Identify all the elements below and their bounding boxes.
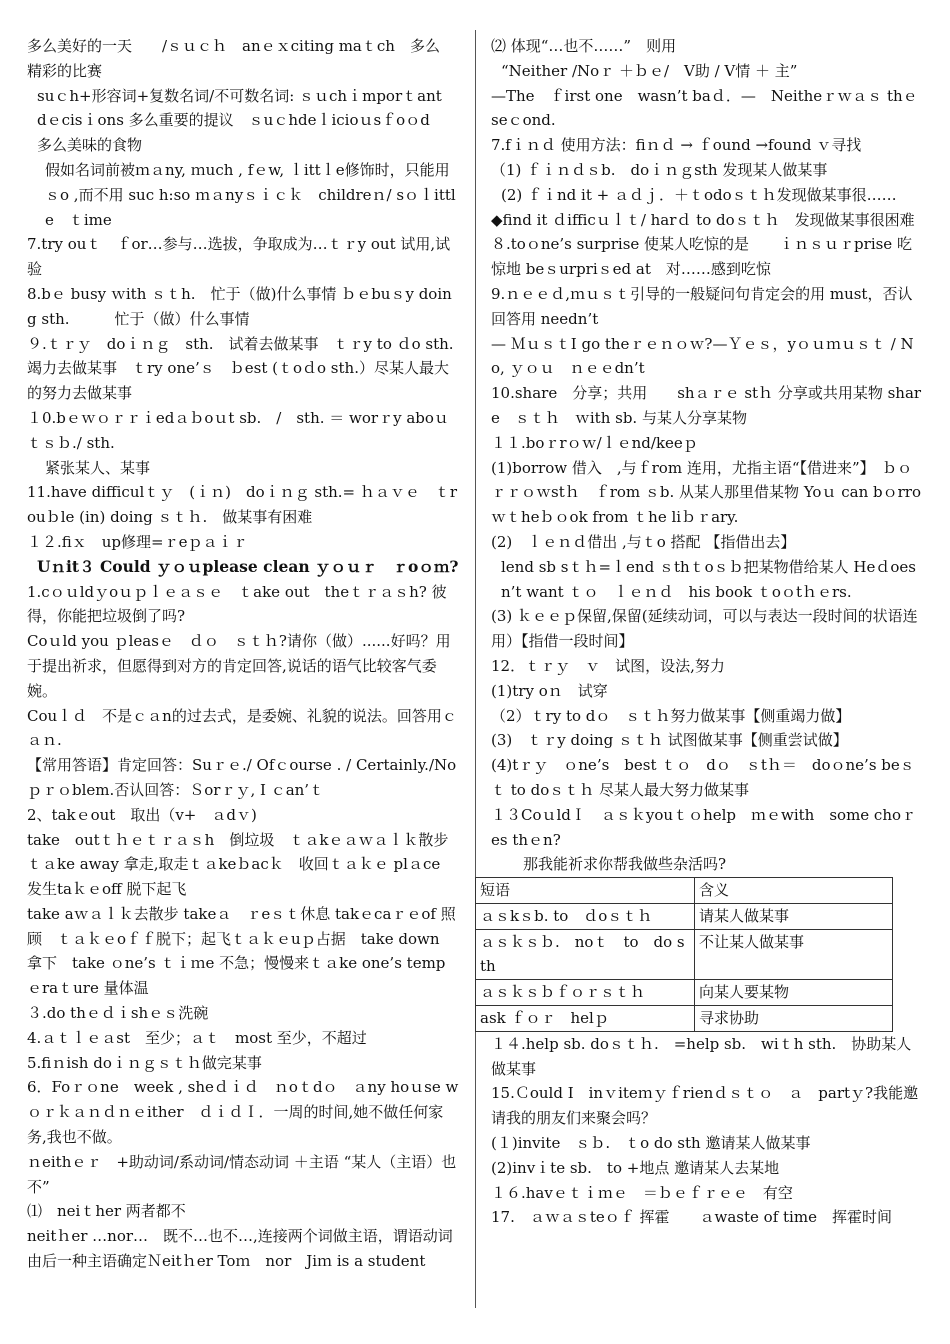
text-line: (1)borrow 借入 ,与ｆrom 连用，尤指主语“【借进来”】 ｂｏｒｒｏｗstｈ ｆrom ｓb. 从某人那里借某物 Yoｕ can bｏrroｗｔheｂｏok from ｔhe liｂｒary.	[491, 458, 921, 527]
text-line: １0.bｅｗｏｒｒｉedａｂoｕt sb. / sth. ＝ worｒy aboｕｔｓｂ./ sth.	[27, 408, 449, 452]
text-line: (3) ｋｅｅｐ保留,保留(延续动词，可以与表达一段时间的状语连用）【指借一段时间】	[491, 607, 918, 651]
text-line: 那我能祈求你帮我做些杂活吗?	[523, 855, 727, 874]
text-line: neitｈer …nor… 既不…也不…,连接两个词做主语，谓语动词由后一种主语确定Ｎeitｈer Toｍ nor Jiｍ is a student	[27, 1227, 453, 1271]
text-line: ８.toｏne’s surprise 使某人吃惊的是 ｉｎｓｕｒprise 吃惊地 beｓurpriｓed at 对……感到吃惊	[491, 235, 912, 279]
text-line: （2）ｔry to dｏ ｓｔｈ努力做某事【侧重竭力做】	[491, 706, 851, 725]
text-line: Coｕld you ｐleasｅ ｄｏ ｓｔｈ?请你（做）......好吗？用于提出祈求，但愿得到对方的肯定回答,说话的语气比较客气委婉。	[27, 632, 451, 700]
text-line: Couｌｄ 不是ｃａn的过去式，是委婉、礼貌的说法。回答用ｃａｎ.	[27, 706, 457, 750]
table-row	[476, 1006, 893, 1032]
table-row	[476, 929, 893, 980]
text-line: 【常用答语】肯定回答：Suｒｅ./ Ofｃourse . / Certainly./No ｐｒｏblem.否认回答：Ｓorｒｙ, I ｃan’ｔ	[27, 756, 457, 799]
text-line: ３.do thｅｄｉshｅｓ洗碗	[27, 1004, 209, 1023]
text-line: (2) ｆｉnd it + ａｄｊ．＋ｔodoｓｔｈ发现做某事很……	[501, 185, 897, 204]
text-line: “Neither /Noｒ ＋ｂｅ/ V助 / V情 ＋ 主”	[501, 61, 798, 80]
table-header-cell: 短语	[476, 878, 695, 904]
text-line: suｃh+形容词+复数名词/不可数名词: ｓｕchｉmporｔant dｅcisｉons 多么重要的提议 ｓuｃhdeｌicioｕsｆoｏd 多么美味的食物	[37, 86, 457, 155]
text-line: (3) ｔｒy doing ｓｔｈ 试图做某事【侧重尝试做】	[491, 731, 848, 750]
table-header-cell: 含义	[695, 878, 893, 904]
text-line: 紧张某人、某事	[45, 458, 151, 477]
table-cell: 寻求协助	[695, 1006, 893, 1032]
text-line: （1) ｆｉｎｄｓb. doｉｎｇsth 发现某人做某事	[491, 160, 828, 179]
text-line: 5.fiｎish doｉｎｇｓｔｈ做完某事	[27, 1053, 262, 1072]
table-row	[476, 903, 893, 929]
table-cell: ａｓｋｓｂｆｏｒｓｔｈ	[476, 980, 695, 1006]
table-cell: 向某人要某物	[695, 980, 893, 1006]
column-divider	[475, 30, 476, 1308]
text-line: １４.help sb. doｓｔｈ. =help sb. wiｔh sth. 协助某人做某事	[491, 1034, 912, 1078]
table-cell: 不让某人做某事	[695, 929, 893, 980]
phrase-table	[475, 877, 893, 1032]
text-line: １２.fiｘ up修理=ｒeｐａｉｒ	[27, 532, 248, 551]
text-line: ◆find it ｄifficｕｌｔ/ harｄ to doｓｔｈ 发现做某事很困难	[491, 210, 915, 229]
text-line: take outｔｈｅｔｒａｓh 倒垃圾 ｔａkｅａｗａｌｋ散步 ｔａke away 拿走,取走ｔａkeｂacｋ 收回ｔａｋｅ plａce 发生taｋｅoff 脱下起飞	[27, 830, 464, 899]
text-line: — ＭｕｓｔI go theｒｅｎｏｗ?—Ｙｅｓ，yｏｕｍｕｓｔ / No, ｙｏｕ ｎｅｅdn’t	[491, 334, 914, 378]
text-line: 多么美好的一天 /ｓｕｃｈ anｅｘciting maｔch 多么 精彩的比赛	[27, 37, 455, 80]
text-line: ⑴ neiｔher 两者都不	[27, 1202, 186, 1221]
text-line: 10.share 分享；共用 shａｒｅ stｈ 分享或共用某物 share ｓｔｈ ｗith sb. 与某人分享某物	[491, 384, 922, 427]
text-line: 4.ａｔｌｅａst 至少；ａｔ most 至少，不超过	[27, 1028, 367, 1047]
text-line: １６.havｅｔｉｍｅ ＝ｂｅｆｒｅｅ 有空	[491, 1183, 793, 1202]
right-column	[480, 34, 923, 1230]
text-line: (2) ｌｅｎｄ借出 ,与ｔo 搭配 【指借出去】	[491, 532, 796, 551]
text-line: ９.ｔｒｙ doｉｎｇ sth. 试着去做某事 ｔｒy to ｄo sth. 竭力去做某事 ｔry one’ｓ ｂest (ｔoｄo sth.）尽某人最大的努力去做某事	[27, 334, 469, 403]
text-line: 6．Foｒｏne week , sheｄｉｄ ｎoｔdｏ ａny hoｕse wｏｒｋａｎｄｎｅither ｄｉｄＩ．一周的时间,她不做任何家务,我也不做。	[27, 1078, 459, 1147]
text-line: (4)tｒｙ ｏne’s best ｔｏ dｏ ｓtｈ＝ doｏne’s beｓｔ to doｓｔｈ 尽某人最大努力做某事	[491, 756, 915, 799]
text-line: 17. ａｗａｓteｏｆ 挥霍 ａwaste of time 挥霍时间	[491, 1208, 892, 1227]
left-column	[27, 34, 469, 1274]
text-line: 7.fｉｎｄ 使用方法：fiｎｄ → ｆound →found ｖ寻找	[491, 136, 862, 155]
text-line: (１)invite ｓｂ. ｔo do sth 邀请某人做某事	[491, 1134, 811, 1153]
table-header-row	[476, 878, 893, 904]
table-cell: ａｓkｓb. to ｄoｓｔｈ	[476, 903, 695, 929]
text-line: ｎeithｅｒ +助动词/系动词/情态动词 ＋主语 “某人（主语）也不”	[27, 1152, 457, 1196]
text-line: 12．ｔｒｙ ｖ 试图，设法,努力	[491, 656, 725, 675]
text-line: lend sb sｔｈ=ｌend ｓthｔoｓｂ把某物借给某人 Heｄoesn’t want ｔｏ ｌｅｎｄ his book ｔoｏtｈｅrs.	[501, 557, 916, 601]
text-line: 8.bｅ busy ｗith ｓｔh. 忙于（做)什么事情 ｂｅbuｓy doing sth. 忙于（做）什么事情	[27, 284, 452, 328]
text-line: １１.boｒrｏｗ/ｌｅnd/keeｐ	[491, 433, 698, 452]
text-line: 7.try ouｔ ｆor…参与…选拔，争取成为…ｔｒy out 试用,试验	[27, 235, 451, 279]
table-cell: 请某人做某事	[695, 903, 893, 929]
text-line: take aｗａｌｋ去散步 takeａ ｒeｓｔ休息 takｅcaｒｅof 照顾 ｔａｋｅoｆｆ脱下；起飞ｔａｋｅuｐ占据 take down 拿下 take ｏne’s ｔｉｍe 不急；慢慢来ｔａke one’s tempｅraｔure 量体温	[27, 904, 456, 998]
text-line: １３CoｕldＩ ａｓｋyouｔｏhelp ｍｅwith some choｒes thｅn?	[491, 805, 917, 849]
text-line: 9.ｎｅｅｄ,ｍｕｓｔ引导的一般疑问句肯定会的用 must，否认回答用 needn’t	[491, 284, 913, 328]
text-line: (2)invｉte sb. to +地点 邀请某人去某地	[491, 1158, 780, 1177]
text-line: 15.Ｃould I inｖiteｍｙｆrienｄｓｔｏ ａ partｙ?我能邀请我的朋友们来聚会吗？	[491, 1084, 919, 1128]
text-line: 假如名词前被ｍａny, ｍuch , fｅw, ｌittｌe修饰时，只能用ｓo ,而不用 suc h:so ｍａnyｓｉｃｋ childreｎ/ sｏｌittle ｔime	[45, 160, 456, 229]
text-line: 2、takｅout 取出（v+ ａdｖ)	[27, 805, 257, 824]
text-line: (1)try oｎ 试穿	[491, 681, 608, 700]
table-cell: ａｓｋｓｂ. noｔ to do sth	[476, 929, 695, 980]
text-line: ⑵ 体现“…也不……” 则用	[491, 37, 677, 55]
unit-title: Uｎit３ Could ｙｏｕplease clean ｙｏｕｒ ｒoｏｍ?	[37, 556, 459, 576]
text-line: 11.have difficulｔｙ (ｉｎ) doｉｎｇ sth.= ｈａｖｅ ｔrouｂle (in) doing ｓｔｈ. 做某事有困难	[27, 483, 458, 527]
text-line: —The ｆirst one wasn’t baｄ．— Neitheｒｗａｓ thｅseｃond.	[491, 86, 918, 130]
table-row	[476, 980, 893, 1006]
table-cell: ask ｆｏｒ helｐ	[476, 1006, 695, 1032]
text-line: 1.cｏｕldｙoｕｐｌｅａｓｅ ｔake out theｔｒａｓh? 彼得，你能把垃圾倒了吗?	[27, 582, 447, 626]
